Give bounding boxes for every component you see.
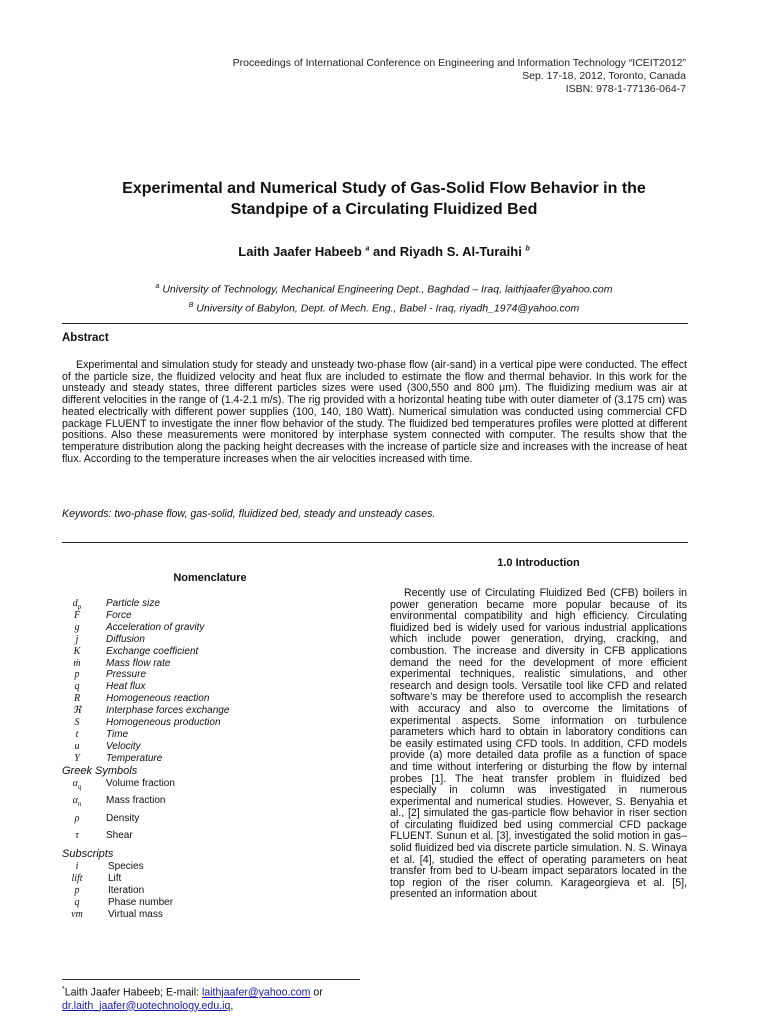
nomenclature-symbol: ṁ xyxy=(73,657,81,669)
nomenclature-symbol: $d_p$ xyxy=(72,598,82,611)
nomenclature-description: Lift xyxy=(108,872,122,884)
nomenclature-description: Density xyxy=(106,812,140,824)
authors xyxy=(60,244,708,259)
paper-title xyxy=(60,178,708,220)
nomenclature-description: Volume fraction xyxy=(106,777,175,789)
nomenclature-symbol: ℜ xyxy=(72,705,82,717)
isbn: ISBN: 978-1-77136-064-7 xyxy=(565,83,686,95)
authors-and: and xyxy=(372,244,397,259)
divider-bottom xyxy=(62,542,688,543)
footnote-email-1[interactable]: laithjaafer@yahoo.com xyxy=(201,986,311,999)
author-1: Laith Jaafer Habeeb xyxy=(238,244,362,259)
nomenclature-symbol: vm xyxy=(71,908,83,920)
abstract-heading: Abstract xyxy=(62,332,109,344)
affiliation-b xyxy=(60,298,708,317)
nomenclature-symbol: g xyxy=(74,621,80,633)
nomenclature-description: Phase number xyxy=(108,896,174,908)
nomenclature-description: Particle size xyxy=(106,598,160,609)
nomenclature-symbol: K xyxy=(73,645,81,657)
nomenclature-description: Force xyxy=(106,609,132,621)
nomenclature-heading: Nomenclature xyxy=(173,572,247,584)
nomenclature-symbol: i xyxy=(75,860,79,872)
affiliation-b-mark: B xyxy=(188,301,194,309)
nomenclature-list xyxy=(62,598,362,938)
conference-header xyxy=(140,57,686,96)
nomenclature-description: Pressure xyxy=(106,669,147,681)
nomenclature-description: Mass flow rate xyxy=(106,657,171,669)
nomenclature-symbol: R xyxy=(73,693,81,705)
nomenclature-description: Time xyxy=(106,728,129,740)
nomenclature-description: Velocity xyxy=(106,740,141,752)
affiliation-a-text: University of Technology, Mechanical Engineering Dept., Baghdad – Iraq, laithjaafer@yahoo.com xyxy=(162,283,613,296)
conference-date: Sep. 17-18, 2012, Toronto, Canada xyxy=(522,70,686,82)
nomenclature-symbol: ρ xyxy=(74,812,80,824)
introduction-text: Recently use of Circulating Fluidized Bed (CFB) boilers in power generation became more popular because of its environmental compatibility and high efficiency. Circulating fluidized bed is widely used for various industrial applications which include power generation, drying, cracking, and combustion. The increase and diversity in CFB applications demand the need for the development of more efficient experimental techniques, realistic simulations, and other research and design tools. Versatile tool like CFD and related software’s may be therefore used to accomplish the research with accuracy and also to overcome the limitations of experimental aspects. Some information on turbulence parameters which hard to obtain in laboratory conditions can be easily estimated using CFD tools. In addition, CFD models provide (a) more detailed data profile as a function of space and time without interfering or disturbing the flow by internal probes [1]. The heat transfer problem in fluidized bed especially in column was investigated in numerous experimental and numerical studies. However, S. Benyahia et al., [2] simulated the gas-particle flow behavior in riser section of circulating fluidized bed using commercial CFD package FLUENT. Sunun et al. [3], investigated the solid motion in gas–solid fluidized bed via discrete particle simulation. N. S. Winaya et al. [4], studied the effect of operating parameters on heat transfer from bed to U-beam impact separators located in the top region of the riser column. Karageorgieva et al. [5], presented an information about xyxy=(390,587,687,901)
footnote-end: , xyxy=(230,999,234,1012)
nomenclature-symbol: F xyxy=(73,609,81,621)
footnote-or: or xyxy=(310,986,323,999)
footnote-email-2[interactable]: dr.laith_jaafer@uotechnology.edu.iq xyxy=(62,999,231,1012)
author-2-mark: b xyxy=(525,245,530,253)
nomenclature-symbol: τ xyxy=(75,830,79,842)
nomenclature-symbol: j xyxy=(75,633,79,645)
author-2: Riyadh S. Al-Turaihi xyxy=(399,244,522,259)
abstract-text: Experimental and simulation study for steady and unsteady two-phase flow (air-sand) in a vertical pipe were conducted. The effect of the particle size, the fluidized velocity and heat flux are included to estimate the flow and thermal behavior. In this work for the unsteady and steady states, three different particles sizes were used (300,550 and 800 μm). The fluidizing medium was air at different velocities in the range of (1.4-2.1 m/s). The rig provided with a horizontal heating tube with outer diameter of (3.175 cm) was heated electrically with different power supplies (100, 140, 180 Watt). Numerical simulation was conducted using commercial CFD package FLUENT to investigate the inner flow behavior of the study. The fluidized bed temperatures profiles were plotted at different positions. Also these measurements were monitored by interphase system connected with computer. The results show that the temperature distribution along the packing height decreases with the increase of particle size and increases with the increase of heat flux. According to the temperature increases when the air velocities increased with time. xyxy=(62,359,687,465)
nomenclature-symbol: q xyxy=(74,896,80,908)
nomenclature-description: Temperature xyxy=(106,752,163,764)
nomenclature-symbol: S xyxy=(74,717,80,728)
footnote-rule xyxy=(62,979,360,980)
affiliation-b-text: University of Babylon, Dept. of Mech. Eng., Babel - Iraq, riyadh_1974@yahoo.com xyxy=(196,302,580,314)
nomenclature-symbol: u xyxy=(74,740,80,752)
nomenclature-symbol: q xyxy=(74,681,80,693)
footnote-mark: * xyxy=(62,986,65,993)
affiliation-a xyxy=(60,279,708,298)
nomenclature-description: Homogeneous reaction xyxy=(106,693,210,705)
nomenclature-description: Heat flux xyxy=(106,681,146,693)
keywords: Keywords: two-phase flow, gas-solid, fluidized bed, steady and unsteady cases. xyxy=(62,508,436,520)
nomenclature-description: Exchange coefficient xyxy=(106,645,199,657)
conference-name: Proceedings of International Conference on Engineering and Information Technology “ICEIT2012” xyxy=(232,57,686,69)
nomenclature-symbol: $\alpha_q$ xyxy=(72,777,82,791)
nomenclature-description: Shear xyxy=(106,830,133,842)
nomenclature-symbol: p xyxy=(74,884,80,896)
nomenclature-description: Mass fraction xyxy=(106,795,166,807)
footnote xyxy=(62,983,362,1013)
nomenclature-description: Virtual mass xyxy=(108,908,163,920)
author-1-mark: a xyxy=(365,245,370,253)
nomenclature-section-heading: Subscripts xyxy=(62,847,114,860)
nomenclature-description: Species xyxy=(108,860,144,872)
title-line-1: Experimental and Numerical Study of Gas-Solid Flow Behavior in the xyxy=(122,180,646,197)
divider-top xyxy=(62,323,688,324)
nomenclature-symbol: p xyxy=(74,669,80,681)
nomenclature-symbol: t xyxy=(75,728,79,740)
nomenclature-description: Diffusion xyxy=(106,633,145,645)
nomenclature-symbol: lift xyxy=(71,872,83,884)
footnote-text: Laith Jaafer Habeeb; E-mail: xyxy=(64,986,202,999)
nomenclature-description: Homogeneous production xyxy=(106,717,221,728)
nomenclature-section-heading: Greek Symbols xyxy=(62,764,138,777)
affiliations xyxy=(60,279,708,316)
nomenclature-description: Iteration xyxy=(108,884,145,896)
affiliation-a-mark: a xyxy=(155,283,160,290)
nomenclature-symbol: $\alpha_n$ xyxy=(72,795,82,809)
nomenclature-description: Interphase forces exchange xyxy=(106,705,230,717)
nomenclature-description: Acceleration of gravity xyxy=(106,621,205,633)
nomenclature-symbol: Y xyxy=(74,752,80,764)
introduction-heading: 1.0 Introduction xyxy=(497,557,580,569)
title-line-2: Standpipe of a Circulating Fluidized Bed xyxy=(230,201,538,218)
